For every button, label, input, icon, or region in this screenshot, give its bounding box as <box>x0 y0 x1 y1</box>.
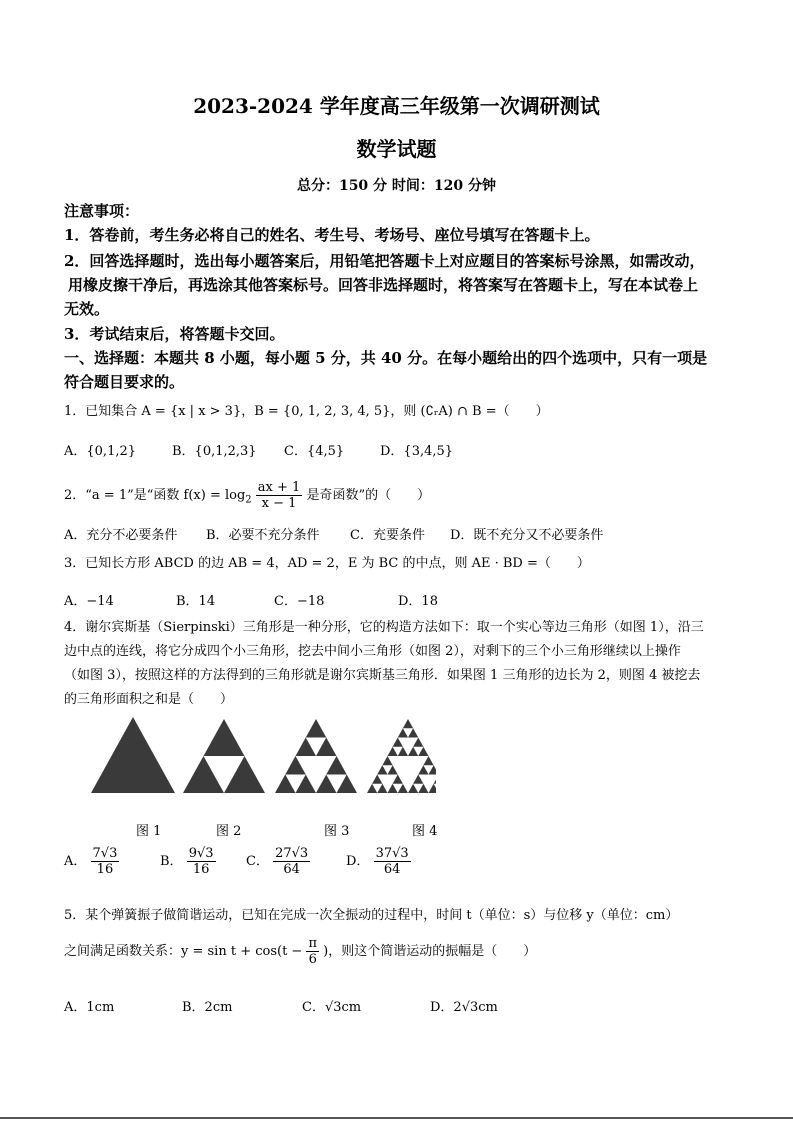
q4-option-b <box>160 846 216 877</box>
sierpinski-figures <box>86 715 436 795</box>
sierpinski-figure-3 <box>275 719 357 793</box>
figure-2-caption: 图 2 <box>216 824 242 839</box>
q2-stem-post: 是奇函数”的（ ） <box>306 488 431 503</box>
sierpinski-figure-4 <box>367 719 436 793</box>
q4-option-c-num: 27√3 <box>275 846 309 861</box>
section1-line-2: 符合题目要求的。 <box>64 373 185 391</box>
q4-option-a-fraction <box>91 846 120 877</box>
sierpinski-figure-2 <box>183 719 265 793</box>
q5-line-2-post: )，则这个简谐运动的振幅是（ ） <box>323 944 537 959</box>
q1-stem: 1．已知集合 A = {x | x > 3}，B = {0, 1, 2, 3, 4, 5}，则 (∁ᵣA) ∩ B =（ ） <box>64 404 549 419</box>
q2-fraction <box>256 480 303 511</box>
q2-fraction-den: x − 1 <box>261 496 297 511</box>
q4-option-c <box>246 846 310 877</box>
q4-option-a <box>64 846 119 877</box>
q4-option-c-den: 64 <box>283 862 300 877</box>
notice-item-2-line-1: 2．回答选择题时，选出每小题答案后，用铅笔把答题卡上对应题目的答案标号涂黑，如需改动， <box>64 252 705 270</box>
q1-option-c: C．{4,5} <box>284 444 345 459</box>
q2-stem-pre: 2．“a = 1”是“函数 f(x) = log <box>64 488 246 503</box>
q3-option-a: A．−14 <box>64 594 114 609</box>
q2-option-b: B．必要不充分条件 <box>206 528 320 543</box>
page-bottom-border <box>0 1117 793 1119</box>
q3-option-c: C．−18 <box>274 594 325 609</box>
q4-option-d <box>346 846 411 877</box>
q2-fraction-num: ax + 1 <box>257 480 301 495</box>
sierpinski-figure-1 <box>91 717 175 793</box>
q4-line-3: （如图 3），按照这样的方法得到的三角形就是谢尔宾斯基三角形．如果图 1 三角形的边长为 2，则图 4 被挖去 <box>64 668 701 683</box>
figure-1-caption: 图 1 <box>136 824 162 839</box>
q5-line-2 <box>64 936 536 967</box>
q4-option-b-num: 9√3 <box>188 846 214 861</box>
q4-option-d-den: 64 <box>383 862 401 877</box>
q5-pi-num: π <box>308 936 318 951</box>
q4-option-a-num: 7√3 <box>92 846 118 861</box>
q4-option-a-den: 16 <box>96 862 114 877</box>
exam-meta: 总分：150 分 时间：120 分钟 <box>296 178 497 194</box>
q4-option-c-fraction <box>273 846 310 877</box>
q4-option-c-label: C． <box>246 854 269 869</box>
q5-option-c: C．√3cm <box>302 1000 362 1015</box>
q5-option-b: B．2cm <box>182 1000 233 1015</box>
q1-option-b: B．{0,1,2,3} <box>172 444 257 459</box>
q5-pi-den: 6 <box>308 952 317 967</box>
q5-option-d: D．2√3cm <box>430 1000 498 1015</box>
q3-option-b: B．14 <box>176 594 216 609</box>
q4-option-d-num: 37√3 <box>375 846 409 861</box>
q1-option-a: A．{0,1,2} <box>64 444 137 459</box>
q4-line-4: 的三角形面积之和是（ ） <box>64 692 234 707</box>
q4-option-d-fraction <box>374 846 411 877</box>
notice-item-3: 3．考试结束后，将答题卡交回。 <box>64 325 285 343</box>
q2-log-base: 2 <box>245 494 252 506</box>
q4-option-b-label: B． <box>160 854 183 869</box>
notice-item-2-line-2: 用橡皮擦干净后，再选涂其他答案标号。回答非选择题时，将答案写在答题卡上，写在本试卷上 <box>68 276 699 294</box>
q4-line-1: 4．谢尔宾斯基（Sierpinski）三角形是一种分形，它的构造方法如下：取一个实心等边三角形（如图 1），沿三 <box>64 620 704 635</box>
notice-item-2-line-3: 无效。 <box>64 300 110 318</box>
q5-line-1: 5．某个弹簧振子做简谐运动，已知在完成一次全振动的过程中，时间 t（单位：s）与位移 y（单位：cm） <box>64 908 679 923</box>
q4-option-a-label: A． <box>64 854 87 869</box>
q5-line-2-pre: 之间满足函数关系：y = sin t + cos(t − <box>64 944 303 959</box>
q2-option-a: A．充分不必要条件 <box>64 528 178 543</box>
q4-line-2: 边中点的连线，将它分成四个小三角形，挖去中间小三角形（如图 2），对剩下的三个小三角形继续以上操作 <box>64 644 681 659</box>
q1-option-d: D．{3,4,5} <box>380 444 454 459</box>
figure-4-caption: 图 4 <box>412 824 438 839</box>
q2-stem <box>64 480 430 511</box>
q4-option-b-fraction <box>187 846 216 877</box>
q4-option-b-den: 16 <box>192 862 210 877</box>
q3-stem: 3．已知长方形 ABCD 的边 AB = 4，AD = 2，E 为 BC 的中点，则 AE · BD =（ ） <box>64 556 590 571</box>
q4-option-d-label: D． <box>346 854 370 869</box>
notice-heading: 注意事项： <box>64 202 140 220</box>
notice-item-1: 1．答卷前，考生务必将自己的姓名、考生号、考场号、座位号填写在答题卡上。 <box>64 226 600 244</box>
q2-option-d: D．既不充分又不必要条件 <box>450 528 604 543</box>
q5-option-a: A．1cm <box>64 1000 115 1015</box>
page-title: 2023-2024 学年度高三年级第一次调研测试 <box>193 94 600 118</box>
q2-option-c: C．充要条件 <box>350 528 425 543</box>
q5-pi-fraction <box>306 936 319 967</box>
figure-3-caption: 图 3 <box>324 824 350 839</box>
q3-option-d: D．18 <box>398 594 438 609</box>
page-subtitle: 数学试题 <box>356 137 437 161</box>
section1-line-1: 一、选择题：本题共 8 小题，每小题 5 分，共 40 分。在每小题给出的四个选项中，只有一项是 <box>64 349 708 367</box>
